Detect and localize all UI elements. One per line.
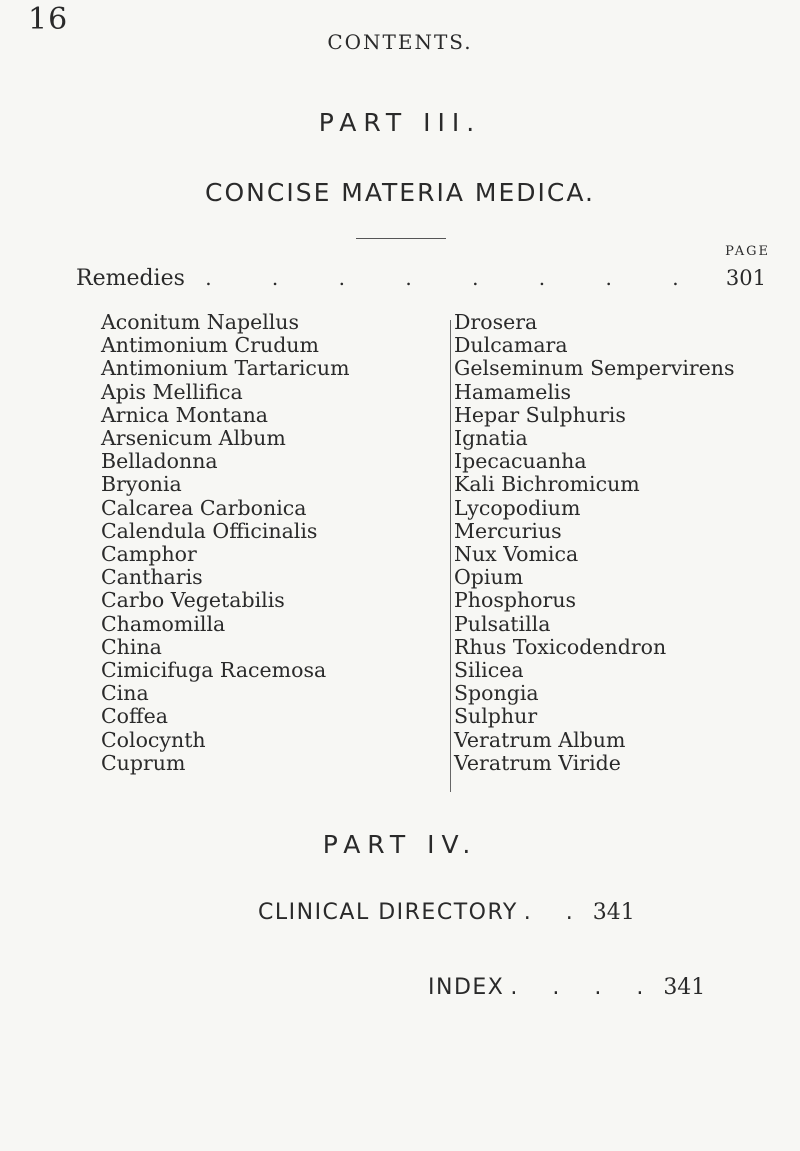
clinical-directory-label: CLINICAL DIRECTORY xyxy=(258,900,518,925)
remedies-label: Remedies xyxy=(76,266,185,291)
remedy-left-item: Antimonium Tartaricum xyxy=(101,356,350,381)
remedy-right-item: Ipecacuanha xyxy=(454,449,587,474)
remedy-right-item: Hamamelis xyxy=(454,379,571,404)
remedy-right-item: Silicea xyxy=(454,658,524,683)
remedy-right-item: Hepar Sulphuris xyxy=(454,402,626,427)
title-rule xyxy=(356,238,446,239)
remedy-left-item: Chamomilla xyxy=(101,611,226,636)
remedy-right-item: Gelseminum Sempervirens xyxy=(454,356,735,381)
remedy-left-item: Antimonium Crudum xyxy=(101,333,319,358)
remedy-left-item: Arnica Montana xyxy=(101,402,269,427)
remedy-left-item: China xyxy=(101,634,162,659)
leader-dots: . . . . xyxy=(510,975,658,1000)
leader-dots: . . . . . . . . xyxy=(205,266,706,290)
remedy-left-item: Cuprum xyxy=(101,750,186,775)
leader-dots: . . xyxy=(523,900,587,925)
remedies-page: 301 xyxy=(725,266,766,290)
remedy-left-item: Cina xyxy=(101,681,149,706)
remedy-right-item: Opium xyxy=(454,565,524,590)
remedy-right-item: Phosphorus xyxy=(454,588,577,613)
column-divider xyxy=(450,320,451,792)
remedy-left-item: Calendula Officinalis xyxy=(101,518,318,543)
remedy-right-item: Mercurius xyxy=(454,518,562,543)
remedy-right-item: Veratrum Album xyxy=(454,727,626,752)
remedy-right-item: Spongia xyxy=(454,681,539,706)
running-head: CONTENTS. xyxy=(327,30,473,54)
remedy-right-item: Sulphur xyxy=(454,704,538,729)
remedy-right-item: Nux Vomica xyxy=(454,542,579,567)
remedy-right-item: Rhus Toxicodendron xyxy=(454,634,667,659)
remedies-entry xyxy=(76,266,766,291)
part-three-title: PART III. xyxy=(318,108,482,137)
clinical-directory-entry xyxy=(258,900,635,925)
remedy-left-item: Aconitum Napellus xyxy=(101,310,300,334)
remedy-left-item: Camphor xyxy=(101,542,197,567)
part-four-title: PART IV. xyxy=(322,830,478,859)
remedy-left-item: Cimicifuga Racemosa xyxy=(101,658,327,683)
remedy-left-item: Colocynth xyxy=(101,727,206,752)
index-label: INDEX xyxy=(428,975,505,1000)
index-page: 341 xyxy=(663,975,706,1000)
remedy-list-right xyxy=(454,311,735,775)
remedy-left-item: Calcarea Carbonica xyxy=(101,495,307,520)
remedy-right-item: Kali Bichromicum xyxy=(454,472,640,497)
page-column-label: PAGE xyxy=(725,244,770,259)
remedy-left-item: Arsenicum Album xyxy=(101,426,286,451)
remedy-left-item: Coffea xyxy=(101,704,168,729)
remedy-left-item: Cantharis xyxy=(101,565,203,590)
remedy-left-item: Apis Mellifica xyxy=(101,379,243,404)
remedy-right-item: Dulcamara xyxy=(454,333,568,358)
clinical-directory-page: 341 xyxy=(592,900,635,925)
remedy-left-item: Carbo Vegetabilis xyxy=(101,588,285,613)
remedy-right-item: Lycopodium xyxy=(454,495,581,520)
remedy-left-item: Bryonia xyxy=(101,472,182,497)
index-entry xyxy=(428,975,705,1000)
remedy-right-item: Veratrum Viride xyxy=(454,750,621,775)
remedy-right-item: Ignatia xyxy=(454,426,528,451)
remedy-right-item: Pulsatilla xyxy=(454,611,551,636)
page-number: 16 xyxy=(28,2,69,37)
materia-medica-title: CONCISE MATERIA MEDICA. xyxy=(205,178,595,207)
remedy-list-left xyxy=(101,311,350,775)
remedy-left-item: Belladonna xyxy=(101,449,218,474)
remedy-right-item: Drosera xyxy=(454,310,538,334)
